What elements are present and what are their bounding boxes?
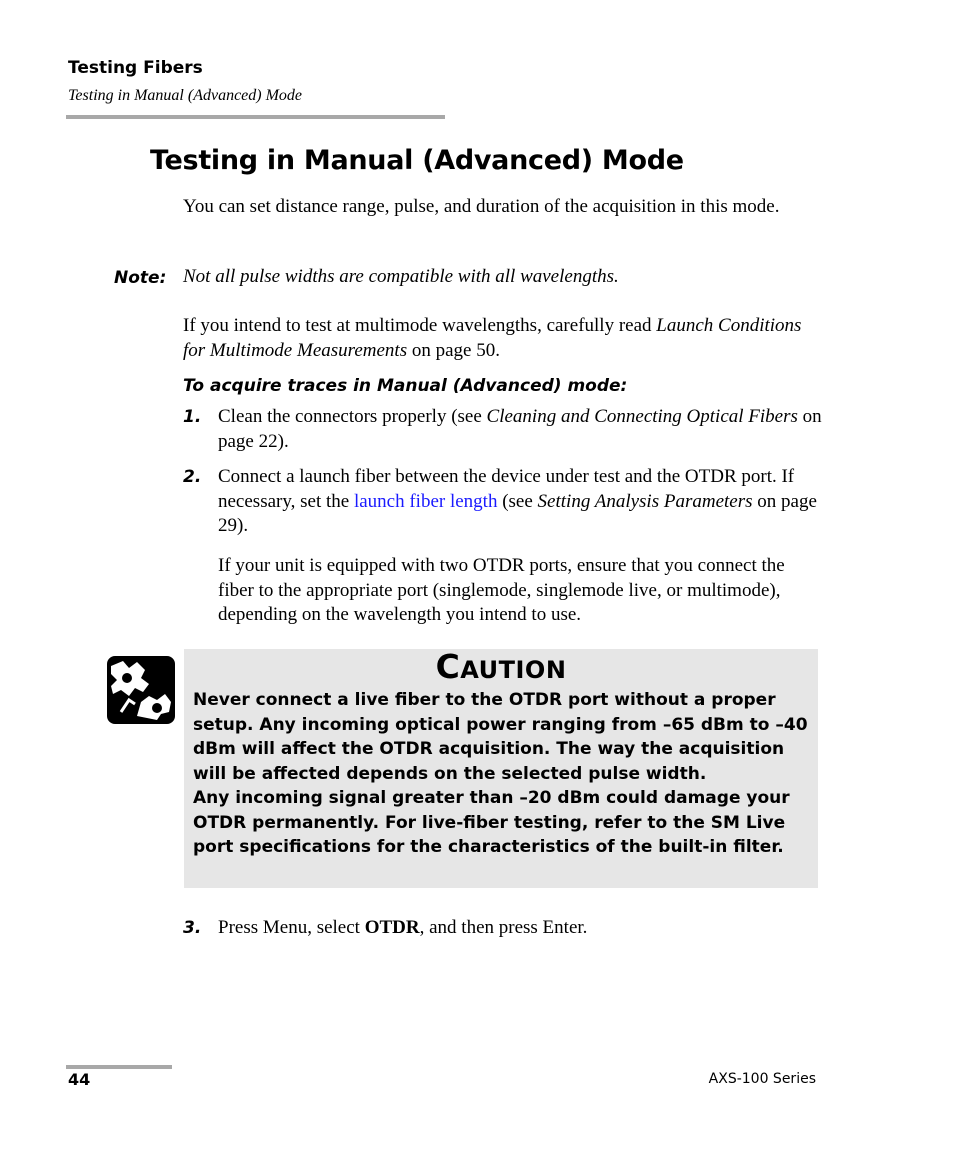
- caution-title-initial: C: [435, 647, 461, 686]
- step-2-suffix: on page 29).: [218, 490, 817, 536]
- step-3-bold: OTDR: [364, 917, 420, 938]
- caution-title: [184, 647, 818, 686]
- step-2-middle: (see: [497, 490, 538, 512]
- step-2-number: 2.: [183, 467, 202, 487]
- launch-fiber-length-link[interactable]: launch fiber length: [353, 490, 498, 512]
- intro-paragraph: You can set distance range, pulse, and duration of the acquisition in this mode.: [183, 196, 780, 217]
- step-1-text: [218, 405, 823, 454]
- step-2-paragraph: If your unit is equipped with two OTDR ports, ensure that you connect the fiber to the appropriate port (singlemode, singlemode live, or multimode), depending on the wavelength you intend to use.: [218, 555, 785, 625]
- procedure-title: To acquire traces in Manual (Advanced) mode:: [183, 376, 628, 396]
- step-2-text: [218, 465, 823, 539]
- note-label: Note:: [114, 268, 167, 288]
- caution-text: [193, 688, 813, 860]
- header-divider: [66, 115, 445, 119]
- step-3-suffix: , and then press Enter.: [419, 917, 588, 938]
- footer-divider: [66, 1065, 172, 1069]
- multimode-paragraph: [183, 314, 823, 363]
- step-1-prefix: Clean the connectors properly (see: [218, 406, 487, 427]
- step-1-reference: Cleaning and Connecting Optical Fibers: [486, 406, 798, 427]
- step-1-suffix: on page 22).: [218, 406, 822, 452]
- running-header-subsection: Testing in Manual (Advanced) Mode: [68, 87, 303, 104]
- step-2-prefix: Connect a launch fiber between the device under test and the OTDR port. If necessary, set the: [218, 466, 795, 512]
- footer-series: AXS-100 Series: [708, 1071, 816, 1087]
- running-header-section: Testing Fibers: [68, 58, 203, 78]
- multimode-suffix: on page 50.: [407, 339, 500, 361]
- step-3-number: 3.: [183, 918, 202, 938]
- step-1-number: 1.: [183, 407, 202, 427]
- step-3-text: [218, 916, 823, 941]
- caution-line-2: Any incoming signal greater than –20 dBm could damage your OTDR permanently. For live-fiber testing, refer to the SM Live port specifications for the characteristics of the built-in filter.: [193, 788, 790, 857]
- caution-title-rest: AUTION: [460, 656, 567, 684]
- page-title: Testing in Manual (Advanced) Mode: [150, 145, 684, 176]
- step-2-reference: Setting Analysis Parameters: [537, 490, 753, 512]
- step-3-prefix: Press Menu, select: [218, 917, 365, 938]
- page-number: 44: [68, 1070, 91, 1089]
- caution-gears-icon: [107, 656, 175, 724]
- multimode-reference: Launch Conditions for Multimode Measurements: [183, 315, 802, 361]
- caution-line-1: Never connect a live fiber to the OTDR port without a proper setup. Any incoming optical power ranging from –65 dBm to –40 dBm will affect the OTDR acquisition. The way the acquisition will be affected depends on the selected pulse width.: [193, 690, 808, 784]
- note-text: Not all pulse widths are compatible with all wavelengths.: [183, 266, 619, 287]
- multimode-prefix: If you intend to test at multimode wavelengths, carefully read: [183, 315, 657, 336]
